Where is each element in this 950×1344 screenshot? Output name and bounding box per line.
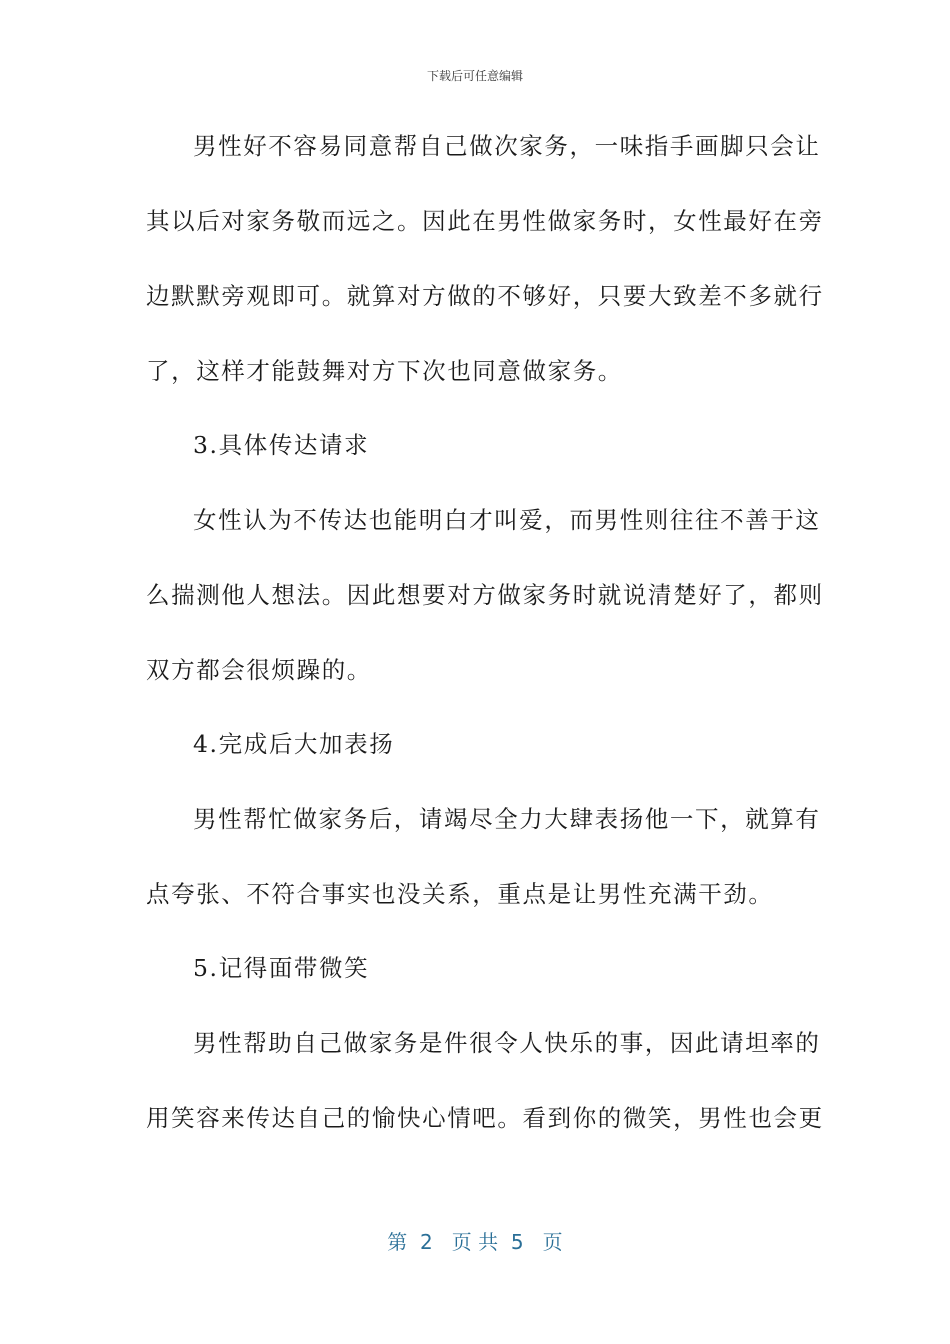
- body-line: 点夸张、不符合事实也没关系，重点是让男性充满干劲。: [146, 880, 774, 908]
- body-line: 了，这样才能鼓舞对方下次也同意做家务。: [146, 357, 623, 385]
- body-line: 男性好不容易同意帮自己做次家务，一味指手画脚只会让: [193, 132, 821, 160]
- section-heading: 5.记得面带微笑: [193, 954, 370, 982]
- body-line: 用笑容来传达自己的愉快心情吧。看到你的微笑，男性也会更: [146, 1104, 824, 1132]
- body-line: 么揣测他人想法。因此想要对方做家务时就说清楚好了，都则: [146, 581, 824, 609]
- body-line: 男性帮忙做家务后，请竭尽全力大肆表扬他一下，就算有: [193, 805, 821, 833]
- body-line: 双方都会很烦躁的。: [146, 656, 372, 684]
- page-number: 第 2 页 共 5 页: [387, 1230, 563, 1254]
- body-line: 女性认为不传达也能明白才叫爱，而男性则往往不善于这: [193, 506, 821, 534]
- body-line: 其以后对家务敬而远之。因此在男性做家务时，女性最好在旁: [146, 207, 824, 235]
- section-heading: 3.具体传达请求: [193, 431, 370, 459]
- body-line: 男性帮助自己做家务是件很令人快乐的事，因此请坦率的: [193, 1029, 821, 1057]
- section-heading: 4.完成后大加表扬: [193, 730, 395, 758]
- body-line: 边默默旁观即可。就算对方做的不够好，只要大致差不多就行: [146, 282, 824, 310]
- header-note: 下载后可任意编辑: [426, 69, 523, 83]
